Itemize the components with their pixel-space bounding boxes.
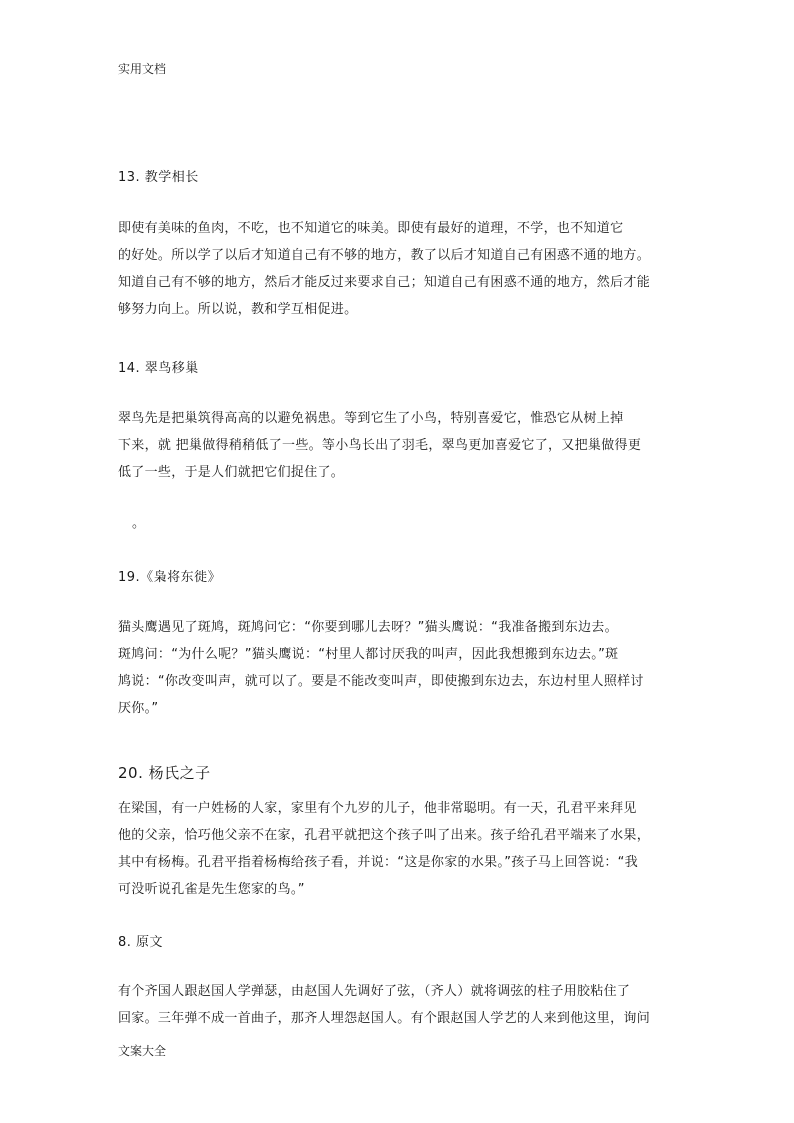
text-line: 有个齐国人跟赵国人学弹瑟，由赵国人先调好了弦，（齐人）就将调弦的柱子用胶粘住了 bbox=[118, 984, 631, 999]
section-title-8: 8. 原文 bbox=[118, 935, 164, 950]
stray-period: 。 bbox=[132, 516, 146, 531]
text-line: 的好处。所以学了以后才知道自己有不够的地方，教了以后才知道自己有困惑不通的地方。 bbox=[118, 248, 651, 263]
page-header: 实用文档 bbox=[118, 62, 167, 76]
text-line: 翠鸟先是把巢筑得高高的以避免祸患。等到它生了小鸟，特别喜爱它，惟恐它从树上掉 bbox=[118, 411, 624, 426]
section-title-14: 14. 翠鸟移巢 bbox=[118, 361, 199, 376]
page-footer: 文案大全 bbox=[118, 1044, 167, 1058]
section-title-19: 19.《枭将东徙》 bbox=[118, 570, 222, 585]
text-line: 即使有美味的鱼肉，不吃，也不知道它的味美。即使有最好的道理，不学，也不知道它 bbox=[118, 221, 624, 236]
section-body-8 bbox=[118, 978, 698, 1032]
section-title-20: 20. 杨氏之子 bbox=[118, 764, 211, 782]
text-line: 知道自己有不够的地方，然后才能反过来要求自己；知道自己有困惑不通的地方，然后才能 bbox=[118, 275, 651, 290]
section-body-14 bbox=[118, 405, 698, 486]
text-line: 鸠说：“你改变叫声，就可以了。要是不能改变叫声，即使搬到东边去，东边村里人照样讨 bbox=[118, 674, 644, 689]
text-line: 回家。三年弹不成一首曲子，那齐人埋怨赵国人。有个跟赵国人学艺的人来到他这里，询问 bbox=[118, 1011, 651, 1026]
section-body-13 bbox=[118, 215, 698, 323]
text-line: 低了一些，于是人们就把它们捉住了。 bbox=[118, 465, 345, 480]
text-line: 可没听说孔雀是先生您家的鸟。” bbox=[118, 882, 305, 897]
text-line: 猫头鹰遇见了斑鸠，斑鸠问它：“你要到哪儿去呀？”猫头鹰说：“我准备搬到东边去。 bbox=[118, 620, 618, 635]
text-line: 下来，就 把巢做得稍稍低了一些。等小鸟长出了羽毛，翠鸟更加喜爱它了，又把巢做得更 bbox=[118, 438, 642, 453]
text-line: 厌你。” bbox=[118, 701, 159, 716]
text-line: 在梁国，有一户姓杨的人家，家里有个九岁的儿子，他非常聪明。有一天，孔君平来拜见 bbox=[118, 801, 637, 816]
text-line: 他的父亲，恰巧他父亲不在家，孔君平就把这个孩子叫了出来。孩子给孔君平端来了水果， bbox=[118, 828, 651, 843]
text-line: 斑鸠问：“为什么呢？”猫头鹰说：“村里人都讨厌我的叫声，因此我想搬到东边去。”斑 bbox=[118, 647, 619, 662]
text-line: 其中有杨梅。孔君平指着杨梅给孩子看，并说：“这是你家的水果。”孩子马上回答说：“我 bbox=[118, 855, 639, 870]
text-line: 够努力向上。所以说，教和学互相促进。 bbox=[118, 302, 358, 317]
section-body-20 bbox=[118, 795, 698, 903]
section-title-13: 13. 教学相长 bbox=[118, 170, 199, 185]
section-body-19 bbox=[118, 614, 698, 722]
